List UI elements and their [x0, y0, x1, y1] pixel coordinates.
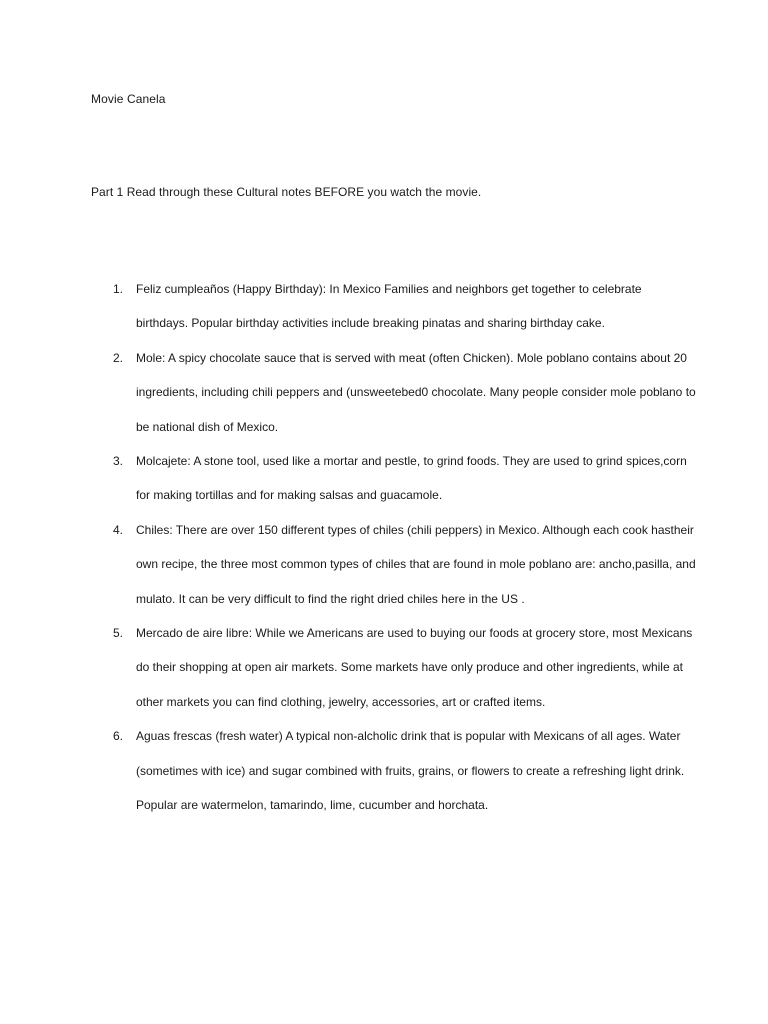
list-item [0, 444, 768, 513]
list-item [0, 272, 768, 341]
list-item-number: 3. [113, 454, 124, 469]
list-item [0, 719, 768, 822]
list-item [0, 341, 768, 444]
list-item-text: Molcajete: A stone tool, used like a mortar and pestle, to grind foods. They are used to grind spices,corn for making tortillas and for making salsas and guacamole. [136, 454, 687, 503]
document-intro: Part 1 Read through these Cultural notes BEFORE you watch the movie. [91, 185, 482, 199]
list-item [0, 616, 768, 719]
list-item-number: 6. [113, 729, 124, 744]
list-item-number: 2. [113, 350, 124, 365]
list-item [0, 513, 768, 616]
document-title: Movie Canela [91, 92, 166, 106]
cultural-notes-list [0, 272, 768, 823]
list-item-number: 1. [113, 282, 124, 296]
list-item-number: 5. [113, 626, 124, 641]
list-item-text: Mole: A spicy chocolate sauce that is served with meat (often Chicken). Mole poblano contains about 20 ingredients, including chili peppers and (unsweetebed0 chocolate. Many people consider mole poblano to be national dish of Mexico. [136, 350, 696, 434]
list-item-text: Feliz cumpleaños (Happy Birthday): In Mexico Families and neighbors get together to celebrate birthdays. Popular birthday activities include breaking pinatas and sharing birthday cake. [136, 282, 642, 331]
list-item-text: Mercado de aire libre: While we Americans are used to buying our foods at grocery store, most Mexicans do their shopping at open air markets. Some markets have only produce and other ingredients, while at other markets you can find clothing, jewelry, accessories, art or crafted items. [136, 626, 693, 709]
list-item-text: Chiles: There are over 150 different types of chiles (chili peppers) in Mexico. Although each cook hastheir own recipe, the three most common types of chiles that are found in mole poblano are: ancho,pasilla, and mulato. It can be very difficult to find the right dried chiles here in the US . [136, 522, 696, 606]
list-item-text: Aguas frescas (fresh water) A typical non-alcholic drink that is popular with Mexicans of all ages. Water (sometimes with ice) and sugar combined with fruits, grains, or flowers to create a refreshing light drink. Popular are watermelon, tamarindo, lime, cucumber and horchata. [136, 729, 685, 813]
list-item-number: 4. [113, 522, 124, 537]
